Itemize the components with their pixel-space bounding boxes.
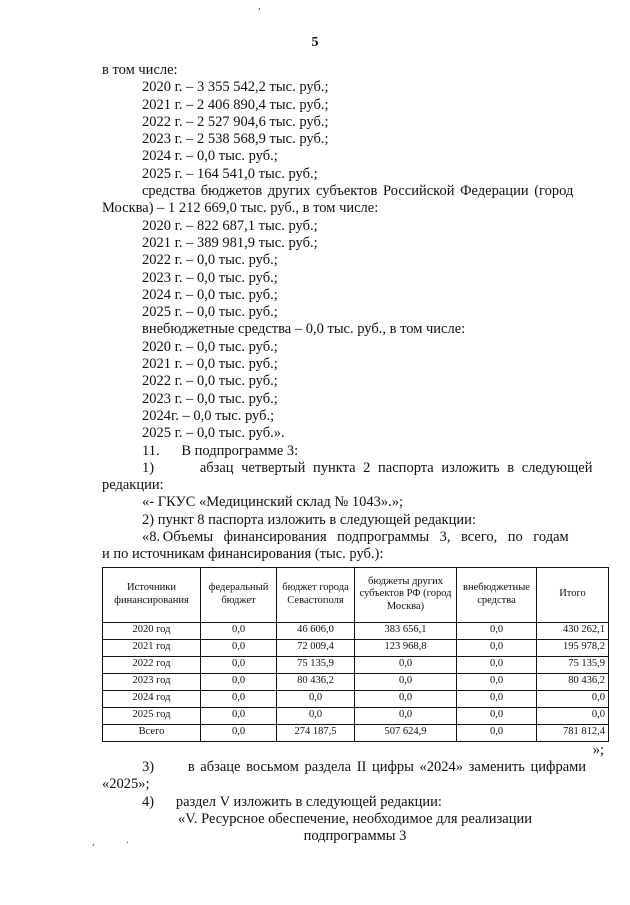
sub-item-3-line1: 3) в абзаце восьмом раздела II цифры «2024» заменить цифрами bbox=[142, 758, 587, 775]
cell-other-subjects: 383 656,1 bbox=[355, 622, 457, 639]
cell-sevastopol: 0,0 bbox=[277, 707, 355, 724]
table-row bbox=[103, 707, 609, 724]
extra-budget-year-item: 2022 г. – 0,0 тыс. руб.; bbox=[142, 373, 278, 390]
sevastopol-year-list bbox=[102, 79, 608, 183]
cell-period: 2025 год bbox=[103, 707, 201, 724]
sevastopol-year-item: 2022 г. – 2 527 904,6 тыс. руб.; bbox=[142, 113, 329, 130]
other-subjects-line1: средства бюджетов других субъектов Российской Федерации (город bbox=[142, 183, 574, 200]
other-subjects-line2: Москва) – 1 212 669,0 тыс. руб., в том числе: bbox=[102, 200, 379, 217]
section-title-line1: «V. Ресурсное обеспечение, необходимое для реализации bbox=[177, 810, 532, 827]
cell-other-subjects: 123 968,8 bbox=[355, 639, 457, 656]
table-header-row bbox=[103, 567, 609, 622]
scan-mark-bottom-2: . bbox=[126, 834, 129, 846]
cell-sevastopol: 46 606,0 bbox=[277, 622, 355, 639]
moscow-year-item: 2021 г. – 389 981,9 тыс. руб.; bbox=[142, 234, 318, 251]
moscow-year-item: 2024 г. – 0,0 тыс. руб.; bbox=[142, 286, 278, 303]
cell-sevastopol: 75 135,9 bbox=[277, 656, 355, 673]
cell-total: 0,0 bbox=[537, 690, 609, 707]
sub-item-1-line1: 1) абзац четвертый пункта 2 паспорта изложить в следующей bbox=[142, 459, 593, 476]
table-row bbox=[103, 724, 609, 741]
sub-item-1-line2: редакции: bbox=[102, 477, 164, 494]
cell-total: 80 436,2 bbox=[537, 673, 609, 690]
cell-extra-budget: 0,0 bbox=[457, 639, 537, 656]
sevastopol-year-item: 2020 г. – 3 355 542,2 тыс. руб.; bbox=[142, 79, 329, 96]
table-closing-quote: »; bbox=[592, 741, 604, 758]
scan-mark-top: , bbox=[258, 0, 261, 12]
extra-budget-year-item: 2023 г. – 0,0 тыс. руб.; bbox=[142, 390, 278, 407]
header-extra-budget: внебюджетные средства bbox=[457, 567, 537, 622]
cell-other-subjects: 0,0 bbox=[355, 656, 457, 673]
cell-total: 781 812,4 bbox=[537, 724, 609, 741]
cell-federal: 0,0 bbox=[201, 656, 277, 673]
item-11-heading: 11. В подпрограмме 3: bbox=[142, 442, 299, 459]
table-row bbox=[103, 622, 609, 639]
cell-period: 2020 год bbox=[103, 622, 201, 639]
sevastopol-year-item: 2021 г. – 2 406 890,4 тыс. руб.; bbox=[142, 96, 329, 113]
cell-sevastopol: 0,0 bbox=[277, 690, 355, 707]
cell-period: 2022 год bbox=[103, 656, 201, 673]
moscow-year-item: 2023 г. – 0,0 тыс. руб.; bbox=[142, 269, 278, 286]
scan-mark-bottom-1: , bbox=[92, 836, 95, 848]
cell-period: 2023 год bbox=[103, 673, 201, 690]
table-row bbox=[103, 656, 609, 673]
cell-other-subjects: 0,0 bbox=[355, 673, 457, 690]
extra-budget-year-item: 2020 г. – 0,0 тыс. руб.; bbox=[142, 338, 278, 355]
intro-line: в том числе: bbox=[102, 62, 178, 78]
cell-extra-budget: 0,0 bbox=[457, 673, 537, 690]
cell-extra-budget: 0,0 bbox=[457, 622, 537, 639]
sevastopol-year-item: 2025 г. – 164 541,0 тыс. руб.; bbox=[142, 165, 318, 182]
sub-item-1-quote: «- ГКУС «Медицинский склад № 1043».»; bbox=[142, 494, 404, 511]
sevastopol-year-item: 2023 г. – 2 538 568,9 тыс. руб.; bbox=[142, 131, 329, 148]
sevastopol-year-item: 2024 г. – 0,0 тыс. руб.; bbox=[142, 148, 278, 165]
cell-other-subjects: 0,0 bbox=[355, 707, 457, 724]
cell-total: 430 262,1 bbox=[537, 622, 609, 639]
cell-total: 0,0 bbox=[537, 707, 609, 724]
cell-total: 195 978,2 bbox=[537, 639, 609, 656]
extra-budget-intro: внебюджетные средства – 0,0 тыс. руб., в том числе: bbox=[142, 321, 466, 338]
header-sources: Источники финансирования bbox=[103, 567, 201, 622]
cell-federal: 0,0 bbox=[201, 639, 277, 656]
cell-federal: 0,0 bbox=[201, 622, 277, 639]
financing-table bbox=[102, 567, 609, 742]
moscow-year-list bbox=[102, 218, 608, 322]
cell-period: 2024 год bbox=[103, 690, 201, 707]
table-row bbox=[103, 673, 609, 690]
table-row bbox=[103, 639, 609, 656]
cell-sevastopol: 72 009,4 bbox=[277, 639, 355, 656]
cell-extra-budget: 0,0 bbox=[457, 656, 537, 673]
extra-budget-year-item: 2021 г. – 0,0 тыс. руб.; bbox=[142, 356, 278, 373]
sub-item-2-quote-line2: и по источникам финансирования (тыс. руб.): bbox=[102, 546, 384, 563]
cell-period: Всего bbox=[103, 724, 201, 741]
cell-federal: 0,0 bbox=[201, 690, 277, 707]
document-body bbox=[102, 62, 608, 845]
page-number: 5 bbox=[311, 35, 319, 50]
cell-extra-budget: 0,0 bbox=[457, 724, 537, 741]
sub-item-4: 4) раздел V изложить в следующей редакции: bbox=[142, 793, 442, 810]
header-other-subjects: бюджеты других субъектов РФ (город Москва) bbox=[355, 567, 457, 622]
cell-period: 2021 год bbox=[103, 639, 201, 656]
header-federal: федеральный бюджет bbox=[201, 567, 277, 622]
cell-sevastopol: 80 436,2 bbox=[277, 673, 355, 690]
cell-federal: 0,0 bbox=[201, 673, 277, 690]
cell-sevastopol: 274 187,5 bbox=[277, 724, 355, 741]
cell-other-subjects: 0,0 bbox=[355, 690, 457, 707]
extra-budget-year-item: 2024г. – 0,0 тыс. руб.; bbox=[142, 407, 275, 424]
table-row bbox=[103, 690, 609, 707]
cell-federal: 0,0 bbox=[201, 707, 277, 724]
sub-item-3-line2: «2025»; bbox=[102, 776, 150, 793]
cell-total: 75 135,9 bbox=[537, 656, 609, 673]
cell-extra-budget: 0,0 bbox=[457, 690, 537, 707]
moscow-year-item: 2020 г. – 822 687,1 тыс. руб.; bbox=[142, 217, 318, 234]
extra-budget-year-item: 2025 г. – 0,0 тыс. руб.». bbox=[142, 425, 285, 442]
moscow-year-item: 2022 г. – 0,0 тыс. руб.; bbox=[142, 252, 278, 269]
sub-item-2: 2) пункт 8 паспорта изложить в следующей редакции: bbox=[142, 511, 476, 528]
moscow-year-item: 2025 г. – 0,0 тыс. руб.; bbox=[142, 304, 278, 321]
cell-other-subjects: 507 624,9 bbox=[355, 724, 457, 741]
extra-budget-year-list bbox=[102, 339, 608, 443]
sub-item-2-quote-line1: «8. Объемы финансирования подпрограммы 3, всего, по годам bbox=[142, 529, 569, 546]
header-sevastopol: бюджет города Севастополя bbox=[277, 567, 355, 622]
cell-extra-budget: 0,0 bbox=[457, 707, 537, 724]
section-title-line2: подпрограммы 3 bbox=[303, 828, 407, 845]
header-total: Итого bbox=[537, 567, 609, 622]
cell-federal: 0,0 bbox=[201, 724, 277, 741]
